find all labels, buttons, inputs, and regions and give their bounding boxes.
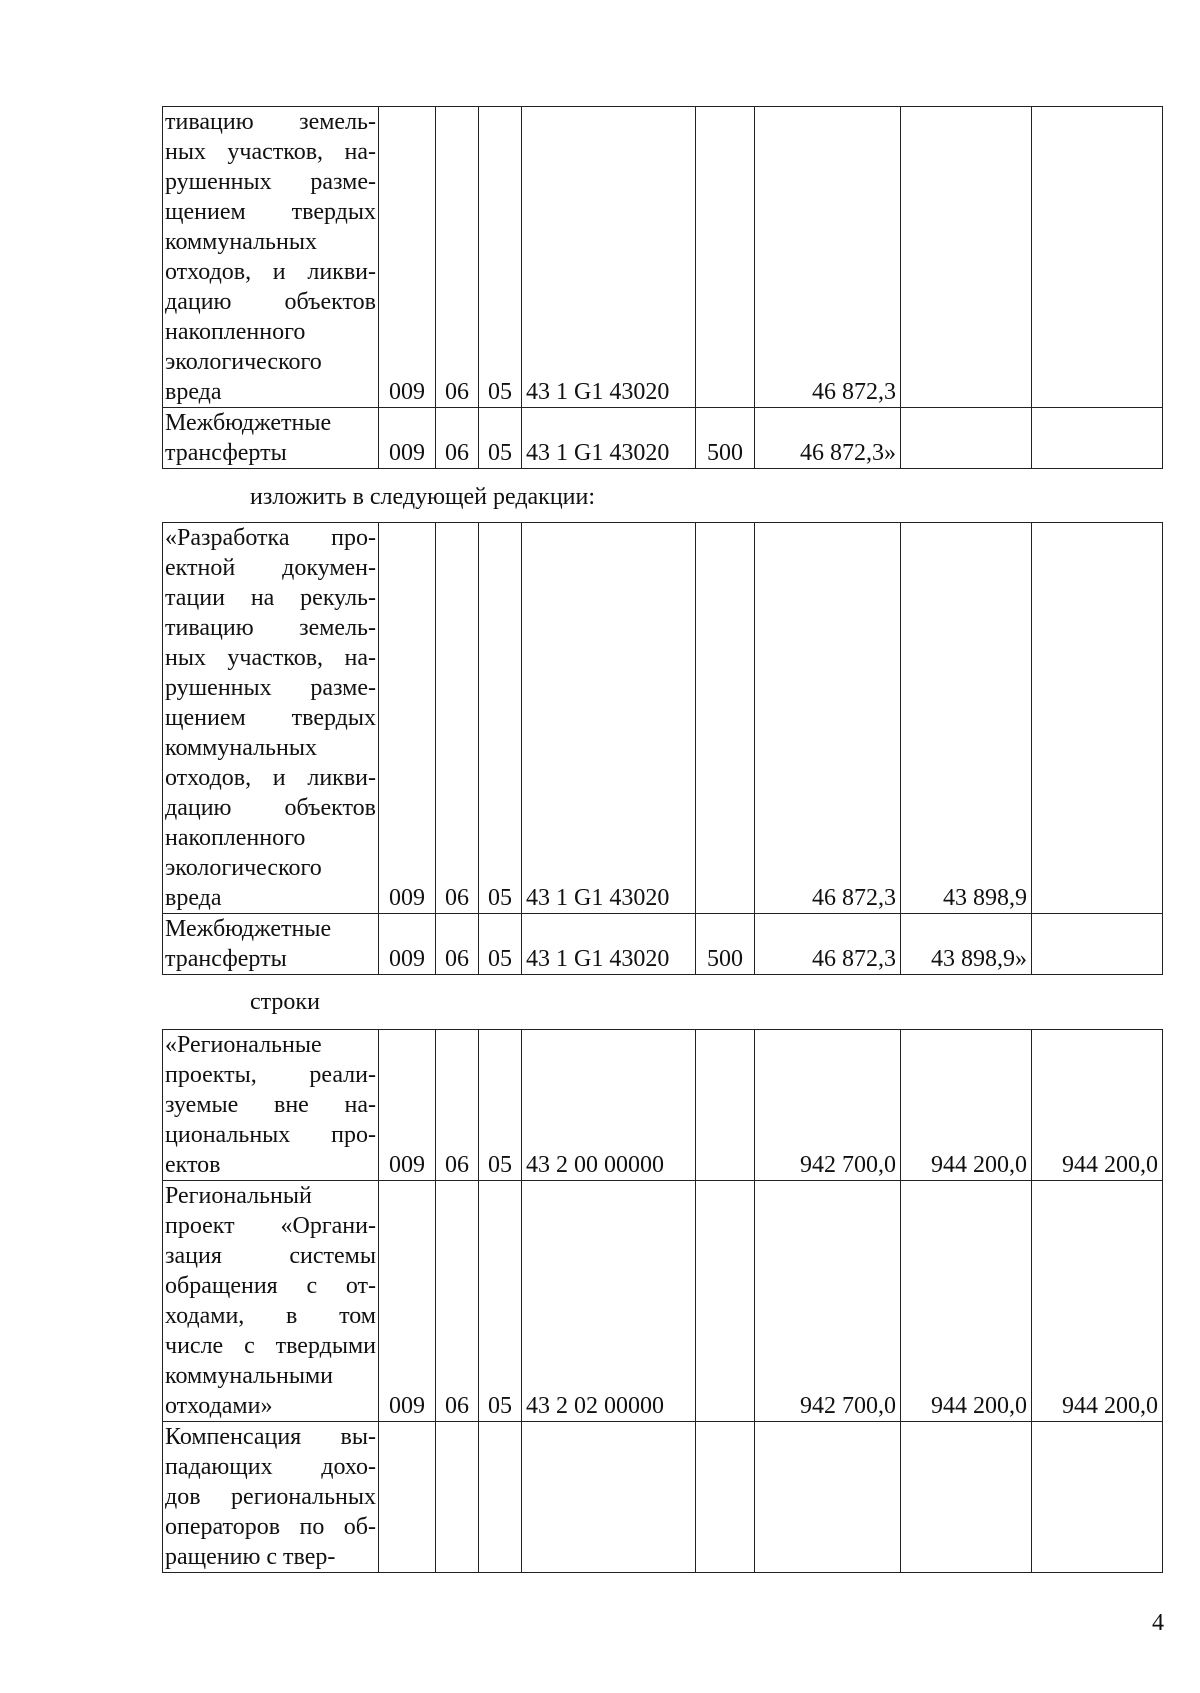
subsection-code-cell <box>479 107 522 408</box>
ministry-code-cell <box>379 107 436 408</box>
expense-type-code-value <box>700 1391 750 1421</box>
target-article-code-cell <box>522 408 696 469</box>
section-code-value: 06 <box>445 1152 469 1178</box>
amount-year2-value <box>905 1542 1027 1572</box>
table-row <box>163 408 1163 469</box>
amount-year1-cell <box>755 1181 901 1422</box>
section-code-cell <box>436 1422 479 1573</box>
target-article-code-value: 43 2 00 00000 <box>526 1152 664 1178</box>
description-line: щением твердых <box>165 705 376 731</box>
ministry-code-value: 009 <box>389 1152 425 1178</box>
expense-type-code-cell <box>696 523 755 914</box>
expense-type-code-value <box>700 377 750 407</box>
ministry-code-cell <box>379 408 436 469</box>
target-article-code-cell <box>522 523 696 914</box>
expense-type-code-cell <box>696 408 755 469</box>
target-article-code-value <box>526 1542 691 1572</box>
section-code-cell <box>436 1030 479 1181</box>
target-article-code-value: 43 2 02 00000 <box>526 1393 664 1419</box>
ministry-code-cell <box>379 1422 436 1573</box>
description-line: операторов по об- <box>165 1514 376 1540</box>
description-line: вреда <box>165 885 222 911</box>
caption-replace-with: изложить в следующей редакции: <box>250 484 596 510</box>
ministry-code-value: 009 <box>389 440 425 466</box>
description-cell <box>163 1422 379 1573</box>
subsection-code-cell <box>479 914 522 975</box>
table-row <box>163 523 1163 914</box>
section-code-cell <box>436 408 479 469</box>
budget-table-new-version <box>162 522 1163 975</box>
expense-type-code-cell <box>696 1030 755 1181</box>
description-line: отходов, и ликви- <box>165 765 376 791</box>
amount-year2-value: 944 200,0 <box>931 1152 1027 1178</box>
description-line: экологического <box>165 855 322 881</box>
amount-year3-value <box>1036 883 1158 913</box>
description-line: «Региональные <box>165 1032 322 1058</box>
description-line: тации на рекуль- <box>165 585 376 611</box>
amount-year3-cell <box>1032 1422 1163 1573</box>
subsection-code-value: 05 <box>488 1393 512 1419</box>
section-code-value: 06 <box>445 440 469 466</box>
target-article-code-value: 43 1 G1 43020 <box>526 885 670 911</box>
amount-year1-cell <box>755 523 901 914</box>
amount-year3-value <box>1036 438 1158 468</box>
ministry-code-value: 009 <box>389 885 425 911</box>
amount-year1-value: 46 872,3 <box>812 885 896 911</box>
section-code-value <box>440 1542 474 1572</box>
expense-type-code-value <box>700 1542 750 1572</box>
description-line: коммунальных <box>165 735 317 761</box>
description-line: накопленного <box>165 319 306 345</box>
table-row <box>163 1422 1163 1573</box>
amount-year2-cell <box>901 1422 1032 1573</box>
expense-type-code-value <box>700 1150 750 1180</box>
amount-year3-cell <box>1032 408 1163 469</box>
description-cell <box>163 523 379 914</box>
description-line: рушенных разме- <box>165 675 376 701</box>
table-row <box>163 914 1163 975</box>
section-code-value: 06 <box>445 885 469 911</box>
description-line: дацию объектов <box>165 795 376 821</box>
description-cell <box>163 408 379 469</box>
subsection-code-cell <box>479 1181 522 1422</box>
subsection-code-cell <box>479 523 522 914</box>
amount-year3-cell <box>1032 523 1163 914</box>
section-code-value: 06 <box>445 1393 469 1419</box>
ministry-code-cell <box>379 1030 436 1181</box>
section-code-cell <box>436 523 479 914</box>
description-line: трансферты <box>165 946 287 972</box>
amount-year2-cell <box>901 1030 1032 1181</box>
ministry-code-value <box>383 1542 431 1572</box>
target-article-code-cell <box>522 1181 696 1422</box>
amount-year2-value <box>905 438 1027 468</box>
subsection-code-cell <box>479 1030 522 1181</box>
amount-year3-cell <box>1032 914 1163 975</box>
expense-type-code-cell <box>696 1422 755 1573</box>
amount-year3-value <box>1036 377 1158 407</box>
description-line: ходами, в том <box>165 1303 376 1329</box>
expense-type-code-value <box>700 883 750 913</box>
subsection-code-value: 05 <box>488 379 512 405</box>
section-code-value: 06 <box>445 379 469 405</box>
description-line: дов региональных <box>165 1484 376 1510</box>
amount-year1-value: 46 872,3 <box>812 379 896 405</box>
description-line: Межбюджетные <box>165 916 332 942</box>
description-line: числе с твердыми <box>165 1333 376 1359</box>
ministry-code-cell <box>379 1181 436 1422</box>
description-line: ектной докумен- <box>165 555 376 581</box>
description-line: трансферты <box>165 440 287 466</box>
amount-year2-cell <box>901 914 1032 975</box>
amount-year1-cell <box>755 408 901 469</box>
amount-year3-cell <box>1032 107 1163 408</box>
description-line: вреда <box>165 379 222 405</box>
amount-year3-value: 944 200,0 <box>1062 1393 1158 1419</box>
description-line: обращения с от- <box>165 1273 376 1299</box>
amount-year1-cell <box>755 1030 901 1181</box>
expense-type-code-cell <box>696 1181 755 1422</box>
description-line: «Разработка про- <box>165 525 376 551</box>
description-line: циональных про- <box>165 1122 376 1148</box>
amount-year2-cell <box>901 523 1032 914</box>
description-line: тивацию земель- <box>165 109 376 135</box>
amount-year3-cell <box>1032 1181 1163 1422</box>
subsection-code-value: 05 <box>488 1152 512 1178</box>
target-article-code-value: 43 1 G1 43020 <box>526 946 670 972</box>
amount-year2-value <box>905 377 1027 407</box>
description-line: зация системы <box>165 1243 376 1269</box>
target-article-code-cell <box>522 107 696 408</box>
description-cell <box>163 1181 379 1422</box>
amount-year2-cell <box>901 1181 1032 1422</box>
expense-type-code-value: 500 <box>707 946 743 972</box>
amount-year3-value <box>1036 944 1158 974</box>
amount-year2-cell <box>901 107 1032 408</box>
table-row <box>163 1181 1163 1422</box>
target-article-code-value: 43 1 G1 43020 <box>526 379 670 405</box>
expense-type-code-cell <box>696 107 755 408</box>
subsection-code-value: 05 <box>488 440 512 466</box>
target-article-code-cell <box>522 1422 696 1573</box>
subsection-code-value: 05 <box>488 946 512 972</box>
description-line: тивацию земель- <box>165 615 376 641</box>
description-line: ектов <box>165 1152 221 1178</box>
description-line: Региональный <box>165 1183 312 1209</box>
description-line: зуемые вне на- <box>165 1092 376 1118</box>
subsection-code-value <box>483 1542 517 1572</box>
description-line: проект «Органи- <box>165 1213 376 1239</box>
expense-type-code-cell <box>696 914 755 975</box>
amount-year1-cell <box>755 914 901 975</box>
caption-rows: строки <box>250 989 320 1015</box>
description-line: падающих дохо- <box>165 1454 376 1480</box>
description-line: дацию объектов <box>165 289 376 315</box>
ministry-code-cell <box>379 523 436 914</box>
target-article-code-cell <box>522 1030 696 1181</box>
description-cell <box>163 1030 379 1181</box>
budget-table-old-version <box>162 106 1163 469</box>
subsection-code-cell <box>479 408 522 469</box>
amount-year2-value: 43 898,9» <box>931 946 1027 972</box>
amount-year1-value: 942 700,0 <box>800 1152 896 1178</box>
expense-type-code-value: 500 <box>707 440 743 466</box>
description-cell <box>163 914 379 975</box>
table-row <box>163 1030 1163 1181</box>
description-line: Межбюджетные <box>165 410 332 436</box>
amount-year2-cell <box>901 408 1032 469</box>
subsection-code-cell <box>479 1422 522 1573</box>
amount-year1-value <box>759 1542 896 1572</box>
description-line: Компенсация вы- <box>165 1424 376 1450</box>
description-cell <box>163 107 379 408</box>
amount-year1-value: 46 872,3 <box>812 946 896 972</box>
ministry-code-value: 009 <box>389 946 425 972</box>
amount-year1-value: 942 700,0 <box>800 1393 896 1419</box>
budget-table-regional-projects <box>162 1029 1163 1573</box>
target-article-code-cell <box>522 914 696 975</box>
amount-year1-cell <box>755 1422 901 1573</box>
description-line: ных участков, на- <box>165 645 376 671</box>
description-line: коммунальными <box>165 1363 333 1389</box>
amount-year3-value: 944 200,0 <box>1062 1152 1158 1178</box>
description-line: рушенных разме- <box>165 169 376 195</box>
section-code-cell <box>436 914 479 975</box>
description-line: отходов, и ликви- <box>165 259 376 285</box>
description-line: проекты, реали- <box>165 1062 376 1088</box>
description-line: ращению с твер- <box>165 1544 336 1570</box>
description-line: ных участков, на- <box>165 139 376 165</box>
ministry-code-cell <box>379 914 436 975</box>
description-line: экологического <box>165 349 322 375</box>
amount-year1-value: 46 872,3» <box>800 440 896 466</box>
subsection-code-value: 05 <box>488 885 512 911</box>
description-line: накопленного <box>165 825 306 851</box>
section-code-cell <box>436 1181 479 1422</box>
table-row <box>163 107 1163 408</box>
ministry-code-value: 009 <box>389 1393 425 1419</box>
amount-year2-value: 43 898,9 <box>943 885 1027 911</box>
amount-year1-cell <box>755 107 901 408</box>
target-article-code-value: 43 1 G1 43020 <box>526 440 670 466</box>
page-number: 4 <box>1152 1610 1164 1636</box>
amount-year3-value <box>1036 1542 1158 1572</box>
amount-year3-cell <box>1032 1030 1163 1181</box>
description-line: коммунальных <box>165 229 317 255</box>
description-line: отходами» <box>165 1393 273 1419</box>
section-code-value: 06 <box>445 946 469 972</box>
description-line: щением твердых <box>165 199 376 225</box>
amount-year2-value: 944 200,0 <box>931 1393 1027 1419</box>
ministry-code-value: 009 <box>389 379 425 405</box>
section-code-cell <box>436 107 479 408</box>
